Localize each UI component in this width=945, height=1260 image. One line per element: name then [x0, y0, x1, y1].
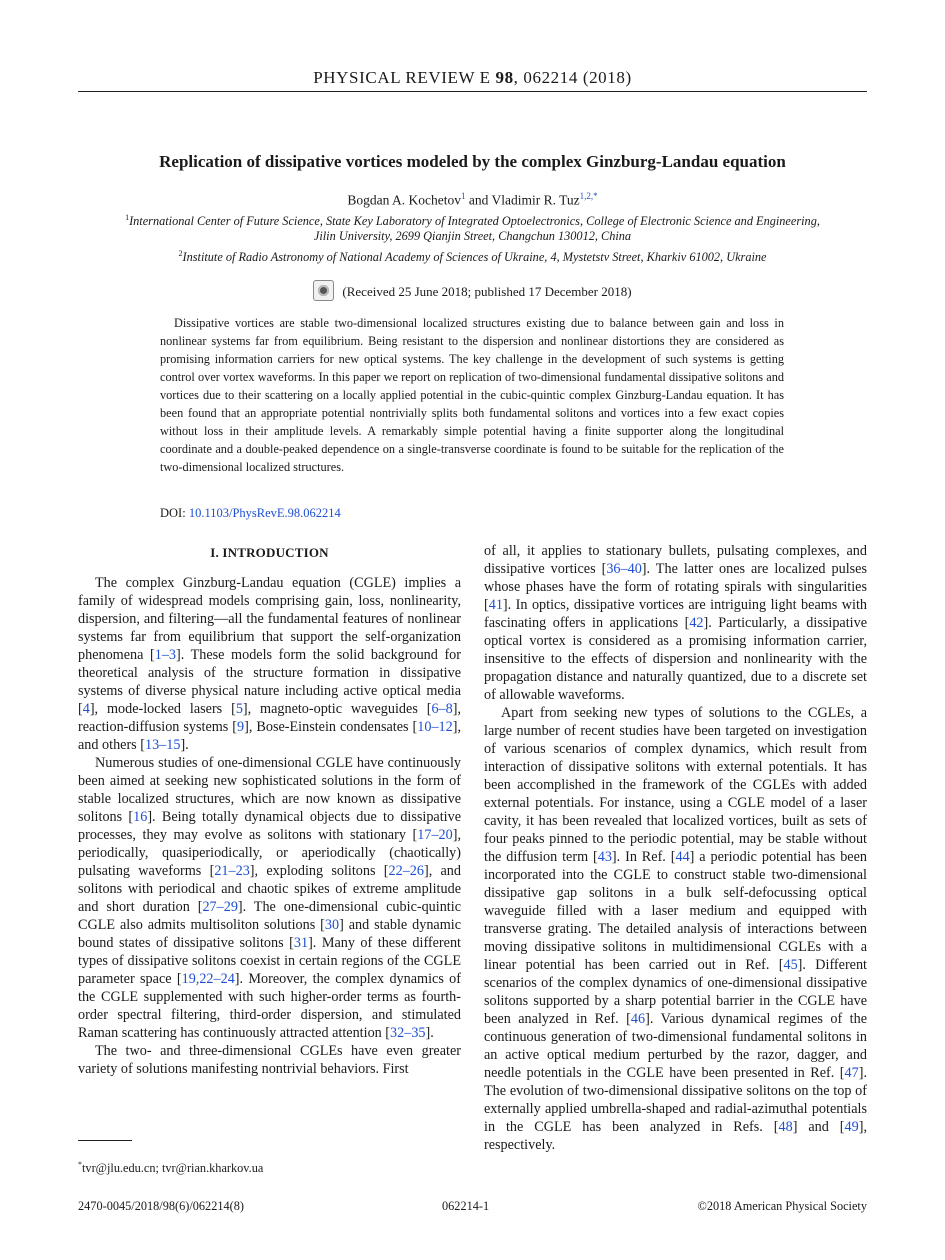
footnote-rule: [78, 1140, 132, 1141]
citation-link[interactable]: 43: [597, 849, 612, 865]
paragraph-text: ]. In optics, dissipative vortices are intriguing light beams with fascinating offers in applications [: [484, 597, 867, 631]
journal-name: PHYSICAL REVIEW E: [313, 68, 496, 87]
citation-link[interactable]: 1–3: [154, 647, 176, 663]
paragraph: [78, 1042, 461, 1078]
paragraph-text: Apart from seeking new types of solutions to the CGLEs, a large number of recent studies have been targeted on investigation of various scenarios of complex dynamics, which result from interaction of dissipative solitons with external potentials. It has been accomplished in the framework of the CGLEs with added external potentials. For instance, using a CGLE model of a laser cavity, it has been revealed that localized vortices, built as sets of four peaks pinned to the periodic potential, may be stable without the diffusion term [: [484, 705, 867, 865]
paragraph-text: ], reaction-diffusion systems [: [78, 701, 461, 735]
footer-copyright: ©2018 American Physical Society: [697, 1199, 867, 1213]
citation-link[interactable]: 16: [133, 809, 148, 825]
citation-link[interactable]: 44: [675, 849, 690, 865]
citation-link[interactable]: 31: [293, 935, 309, 951]
paragraph-text: ]. These models form the solid background for theoretical analysis of the structure formation in dissipative systems of diverse physical nature including active optical media [: [78, 647, 461, 717]
left-column: [78, 542, 461, 1078]
running-header: [78, 68, 867, 88]
citation-link[interactable]: 21–23: [214, 863, 250, 879]
journal-volume: 98: [495, 68, 514, 87]
author-affiliation-mark[interactable]: 1: [460, 191, 466, 201]
header-rule: [78, 91, 867, 92]
paragraph-text: ] a periodic potential has been incorporated into the CGLE to construct stable two-dimensional dissipative gap solitons in a bulk self-defocussing optical waveguide filled with a laser medium and equipped with transverse grating. The detailed analysis of interactions between moving dissipative solitons in multidimensional CGLEs with a linear potential has been carried out in Ref. [: [484, 849, 867, 973]
author-list: [78, 191, 867, 209]
footnote-mark: *: [78, 1160, 82, 1169]
received-text: (Received 25 June 2018; published 17 December 2018): [342, 284, 632, 299]
paragraph-text: ]. Being totally dynamical objects due to dissipative processes, they may evolve as solitons with stationary [: [78, 809, 462, 843]
paragraph-text: The complex Ginzburg-Landau equation (CGLE) implies a family of widespread models comprising gain, loss, nonlinearity, dispersion, and filtering—all the fundamental features of nonlinear systems far from equilibrium that support the self-organization phenomena [: [78, 575, 461, 663]
paper-title: Replication of dissipative vortices modeled by the complex Ginzburg-Landau equation: [159, 152, 786, 171]
paragraph-text: ], exploding solitons [: [249, 863, 389, 879]
paragraph-text: ]. Moreover, the complex dynamics of the CGLE supplemented with such higher-order terms as fourth-order spectral filtering, third-order dispersion, and stimulated Raman scattering has continuously attracted attention [: [78, 971, 461, 1041]
citation-link[interactable]: 4: [82, 701, 90, 717]
paragraph: [484, 704, 867, 1154]
affiliation-text: International Center of Future Science, State Key Laboratory of Integrated Optoelectronics, College of Electronic Science and Engineering,: [129, 214, 820, 229]
paragraph-text: ]. Different scenarios of the complex dynamics of one-dimensional dissipative solitons supported by a sharp potential barrier in the CGLE have been analyzed in Ref. [: [484, 957, 867, 1027]
paragraph-text: ]. Particularly, a dissipative optical vortex is considered as a promising information carrier, insensitive to the effects of dispersion and nonlinearity with the propagation distance and naturally quantized, due to a discrete set of allowable waveforms.: [484, 615, 867, 703]
paragraph-text: ], and others [: [78, 719, 461, 753]
paragraph-text: ], periodically, quasiperiodically, or aperiodically (chaotically) pulsating waveforms [: [78, 827, 461, 879]
received-dates: [78, 280, 867, 301]
citation-link[interactable]: 22–26: [388, 863, 424, 879]
paragraph-text: ]. Various dynamical regimes of the continuous generation of two-dimensional fundamental solitons in an active optical medium perturbed by the razor, dagger, and needle potentials in the CGLE have been presented in Ref. [: [484, 1011, 867, 1081]
section-heading: I. INTRODUCTION: [210, 545, 329, 560]
citation-link[interactable]: 46: [630, 1011, 646, 1027]
paragraph-text: ] and [: [792, 1119, 845, 1135]
paragraph-text: ]. The latter ones are localized pulses whose phases have the form of rotating spirals with singularities [: [484, 561, 867, 613]
paragraph-text: ]. The one-dimensional cubic-quintic CGLE also admits multisoliton solutions [: [78, 899, 461, 933]
affiliation-text: Institute of Radio Astronomy of National Academy of Sciences of Ukraine, 4, Mystetstv Street, Kharkiv 61002, Ukraine: [182, 250, 767, 265]
journal-citation: , 062214 (2018): [513, 68, 632, 87]
affiliation: [78, 227, 867, 245]
citation-link[interactable]: 27–29: [202, 899, 238, 915]
affiliation-mark: 2: [178, 249, 183, 258]
crossmark-icon[interactable]: [313, 280, 334, 301]
paragraph-text: The two- and three-dimensional CGLEs have even greater variety of solutions manifesting nontrivial behaviors. First: [78, 1043, 461, 1077]
citation-link[interactable]: 41: [488, 597, 503, 613]
paragraph-text: ] and stable dynamic bound states of dissipative solitons [: [78, 917, 461, 951]
citation-link[interactable]: 42: [689, 615, 704, 631]
footnote-text: tvr@jlu.edu.cn; tvr@rian.kharkov.ua: [82, 1161, 264, 1176]
footnote: [78, 1160, 263, 1176]
citation-link[interactable]: 10–12: [417, 719, 453, 735]
paragraph-text: ].: [425, 1025, 434, 1041]
doi-line: [160, 506, 341, 521]
doi-link[interactable]: 10.1103/PhysRevE.98.062214: [188, 506, 341, 520]
citation-link[interactable]: 48: [778, 1119, 793, 1135]
paragraph-text: ].: [180, 737, 189, 753]
paragraph-text: ], mode-locked lasers [: [89, 701, 236, 717]
author-affiliation-mark[interactable]: 1,2,*: [579, 191, 598, 201]
paragraph-text: ], respectively.: [484, 1119, 868, 1153]
paragraph-text: ]. Many of these different types of dissipative solitons coexist in certain regions of the CGLE parameter space [: [78, 935, 461, 987]
citation-link[interactable]: 13–15: [144, 737, 181, 753]
right-column: [484, 542, 867, 1154]
paragraph-text: ], Bose-Einstein condensates [: [244, 719, 418, 735]
citation-link[interactable]: 17–20: [417, 827, 453, 843]
paragraph-text: ]. In Ref. [: [611, 849, 676, 865]
paragraph: [484, 542, 867, 704]
paragraph-text: ]. The evolution of two-dimensional dissipative solitons on the top of externally applied umbrella-shaped and radial-azimuthal potentials in the CGLE has been analyzed in Refs. [: [484, 1065, 867, 1135]
author-conjunction: and: [465, 192, 492, 208]
paragraph-text: of all, it applies to stationary bullets, pulsating complexes, and dissipative vortices [: [484, 543, 867, 577]
affiliation: [78, 245, 867, 266]
citation-link[interactable]: 6–8: [431, 701, 453, 717]
citation-link[interactable]: 9: [237, 719, 245, 735]
citation-link[interactable]: 19,22–24: [181, 971, 235, 987]
paragraph: [78, 574, 461, 754]
citation-link[interactable]: 30: [324, 917, 340, 933]
abstract: Dissipative vortices are stable two-dimensional localized structures existing due to balance between gain and loss in nonlinear systems far from equilibrium. Being resistant to the dispersion and nonlinear distortions they are considered as promising information carriers for new optical systems. The key challenge in the development of such systems is getting control over vortex waveforms. In this paper we report on replication of two-dimensional fundamental dissipative solitons and vortices due to their scattering on a locally applied potential in the cubic-quintic complex Ginzburg-Landau equation. It has been found that an appropriate potential nontrivially splits both fundamental solitons and vortices into a few exact copies without loss in their amplitude levels. A remarkably simple potential having a finite supporter along the longitudinal coordinate and a double-peaked dependence on a single-transverse coordinate is found to be suitable for the replication of the two-dimensional localized structures.: [160, 316, 784, 474]
author-name[interactable]: Vladimir R. Tuz: [491, 192, 580, 208]
affiliation-mark: 1: [125, 213, 130, 222]
doi-label: DOI:: [160, 506, 189, 520]
citation-link[interactable]: 49: [844, 1119, 859, 1135]
paragraph-text: ], magneto-optic waveguides [: [242, 701, 432, 717]
affiliation-text: Jilin University, 2699 Qianjin Street, Changchun 130012, China: [313, 229, 632, 243]
citation-link[interactable]: 47: [844, 1065, 859, 1081]
paragraph-text: ], and solitons with periodical and chaotic spikes of extreme amplitude and short duration [: [78, 863, 461, 915]
paragraph-text: Numerous studies of one-dimensional CGLE have continuously been aimed at seeking new sophisticated solutions in the form of stable localized structures, which are now known as dissipative solitons [: [78, 755, 461, 825]
paragraph: [78, 754, 461, 1042]
citation-link[interactable]: 45: [783, 957, 798, 973]
citation-link[interactable]: 32–35: [390, 1025, 426, 1041]
citation-link[interactable]: 36–40: [606, 561, 642, 577]
citation-link[interactable]: 5: [235, 701, 243, 717]
footer-page-number: 062214-1: [442, 1199, 490, 1213]
footer-issn: 2470-0045/2018/98(6)/062214(8): [78, 1199, 244, 1213]
author-name[interactable]: Bogdan A. Kochetov: [347, 192, 461, 208]
